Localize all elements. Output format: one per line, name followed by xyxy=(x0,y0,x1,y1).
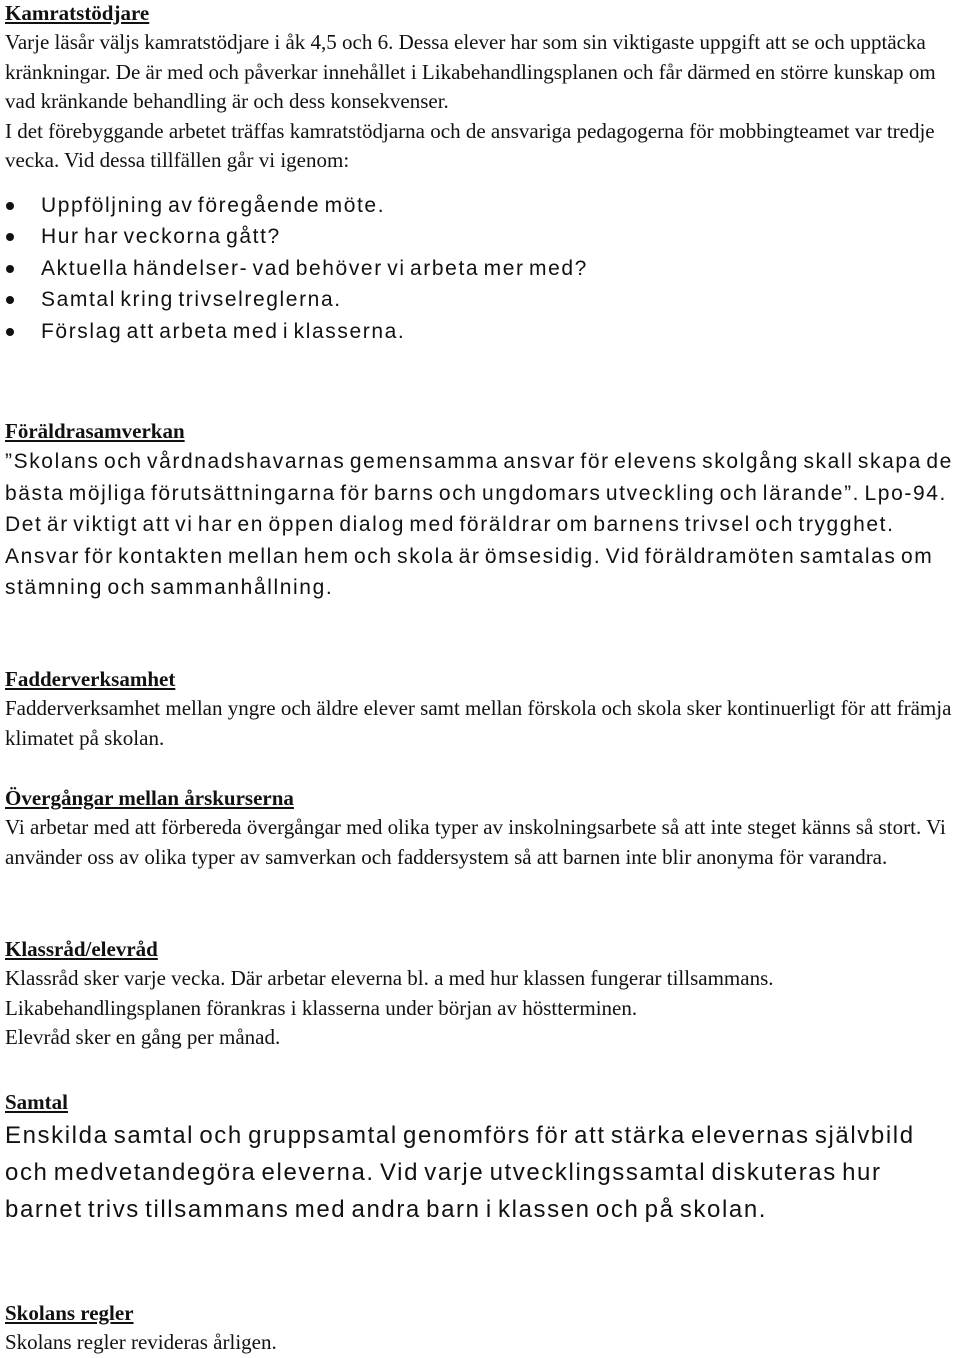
section-skolans-regler xyxy=(5,1300,957,1358)
section-heading: Skolans regler xyxy=(5,1301,134,1325)
section-overgangar xyxy=(5,785,957,872)
paragraph: Enskilda samtal och gruppsamtal genomförs för att stärka elevernas självbild och medvetandegöra eleverna. Vid varje utvecklingssamtal diskuteras hur barnet trivs tillsammans med andra barn i klassen och på skolan. xyxy=(5,1122,915,1223)
list-item xyxy=(5,221,957,253)
list-item-text: Förslag att arbeta med i klasserna. xyxy=(41,319,406,343)
paragraph: I det förebyggande arbetet träffas kamratstödjarna och de ansvariga pedagogerna för mobbingteamet var tredje vecka. Vid dessa tillfällen går vi igenom: xyxy=(5,118,935,172)
section-heading: Klassråd/elevråd xyxy=(5,937,158,961)
bullet-icon xyxy=(6,265,14,273)
section-klassrad xyxy=(5,936,957,1053)
list-item xyxy=(5,284,957,316)
paragraph: Det är viktigt att vi har en öppen dialog med föräldrar om barnens trivsel och trygghet. Ansvar för kontakten mellan hem och skola är ömsesidig. Vid föräldramöten samtalas om stämning och sammanhållning. xyxy=(5,513,934,599)
section-fadderverksamhet xyxy=(5,666,957,753)
list-item xyxy=(5,253,957,285)
quote-paragraph: ”Skolans och vårdnadshavarnas gemensamma ansvar för elevens skolgång skall skapa de bästa möjliga förutsättningarna för barns och ungdomars utveckling och lärande”. Lpo-94. xyxy=(5,450,953,505)
list-item xyxy=(5,316,957,348)
section-heading: Övergångar mellan årskurserna xyxy=(5,786,294,810)
paragraph: Vi arbetar med att förbereda övergångar med olika typer av inskolningsarbete så att inte steget känns så stort. Vi använder oss av olika typer av samverkan och faddersystem så att barnen inte blir anonyma för varandra. xyxy=(5,815,946,869)
paragraph: Varje läsår väljs kamratstödjare i åk 4,5 och 6. Dessa elever har som sin viktigaste uppgift att se och upptäcka kränkningar. De är med och påverkar innehållet i Likabehandlingsplanen och får därmed en större kunskap om vad kränkande behandling är och dess konsekvenser. xyxy=(5,30,936,113)
list-item xyxy=(5,190,957,222)
section-foraldrasamverkan xyxy=(5,418,957,604)
list-item-text: Hur har veckorna gått? xyxy=(41,225,281,248)
section-heading: Samtal xyxy=(5,1090,68,1114)
list-item-text: Uppföljning av föregående möte. xyxy=(41,193,386,217)
bullet-list xyxy=(5,190,957,348)
paragraph: Fadderverksamhet mellan yngre och äldre elever samt mellan förskola och skola sker kontinuerligt för att främja klimatet på skolan. xyxy=(5,696,952,750)
bullet-icon xyxy=(6,296,14,304)
bullet-icon xyxy=(6,202,14,210)
paragraph-line: Elevråd sker en gång per månad. xyxy=(5,1025,281,1049)
paragraph-line: Likabehandlingsplanen förankras i klasserna under början av höstterminen. xyxy=(5,995,638,1020)
paragraph: Skolans regler revideras årligen. xyxy=(5,1330,277,1354)
section-heading: Fadderverksamhet xyxy=(5,667,176,691)
section-heading: Föräldrasamverkan xyxy=(5,419,185,443)
list-item-text: Samtal kring trivselreglerna. xyxy=(41,288,342,311)
bullet-icon xyxy=(6,328,14,336)
paragraph-line: Klassråd sker varje vecka. Där arbetar eleverna bl. a med hur klassen fungerar tillsammans. xyxy=(5,966,774,990)
bullet-icon xyxy=(6,233,14,241)
list-item-text: Aktuella händelser- vad behöver vi arbeta mer med? xyxy=(41,256,588,280)
section-kamratstodjare xyxy=(5,0,957,347)
section-samtal xyxy=(5,1089,957,1228)
section-heading: Kamratstödjare xyxy=(5,1,150,25)
